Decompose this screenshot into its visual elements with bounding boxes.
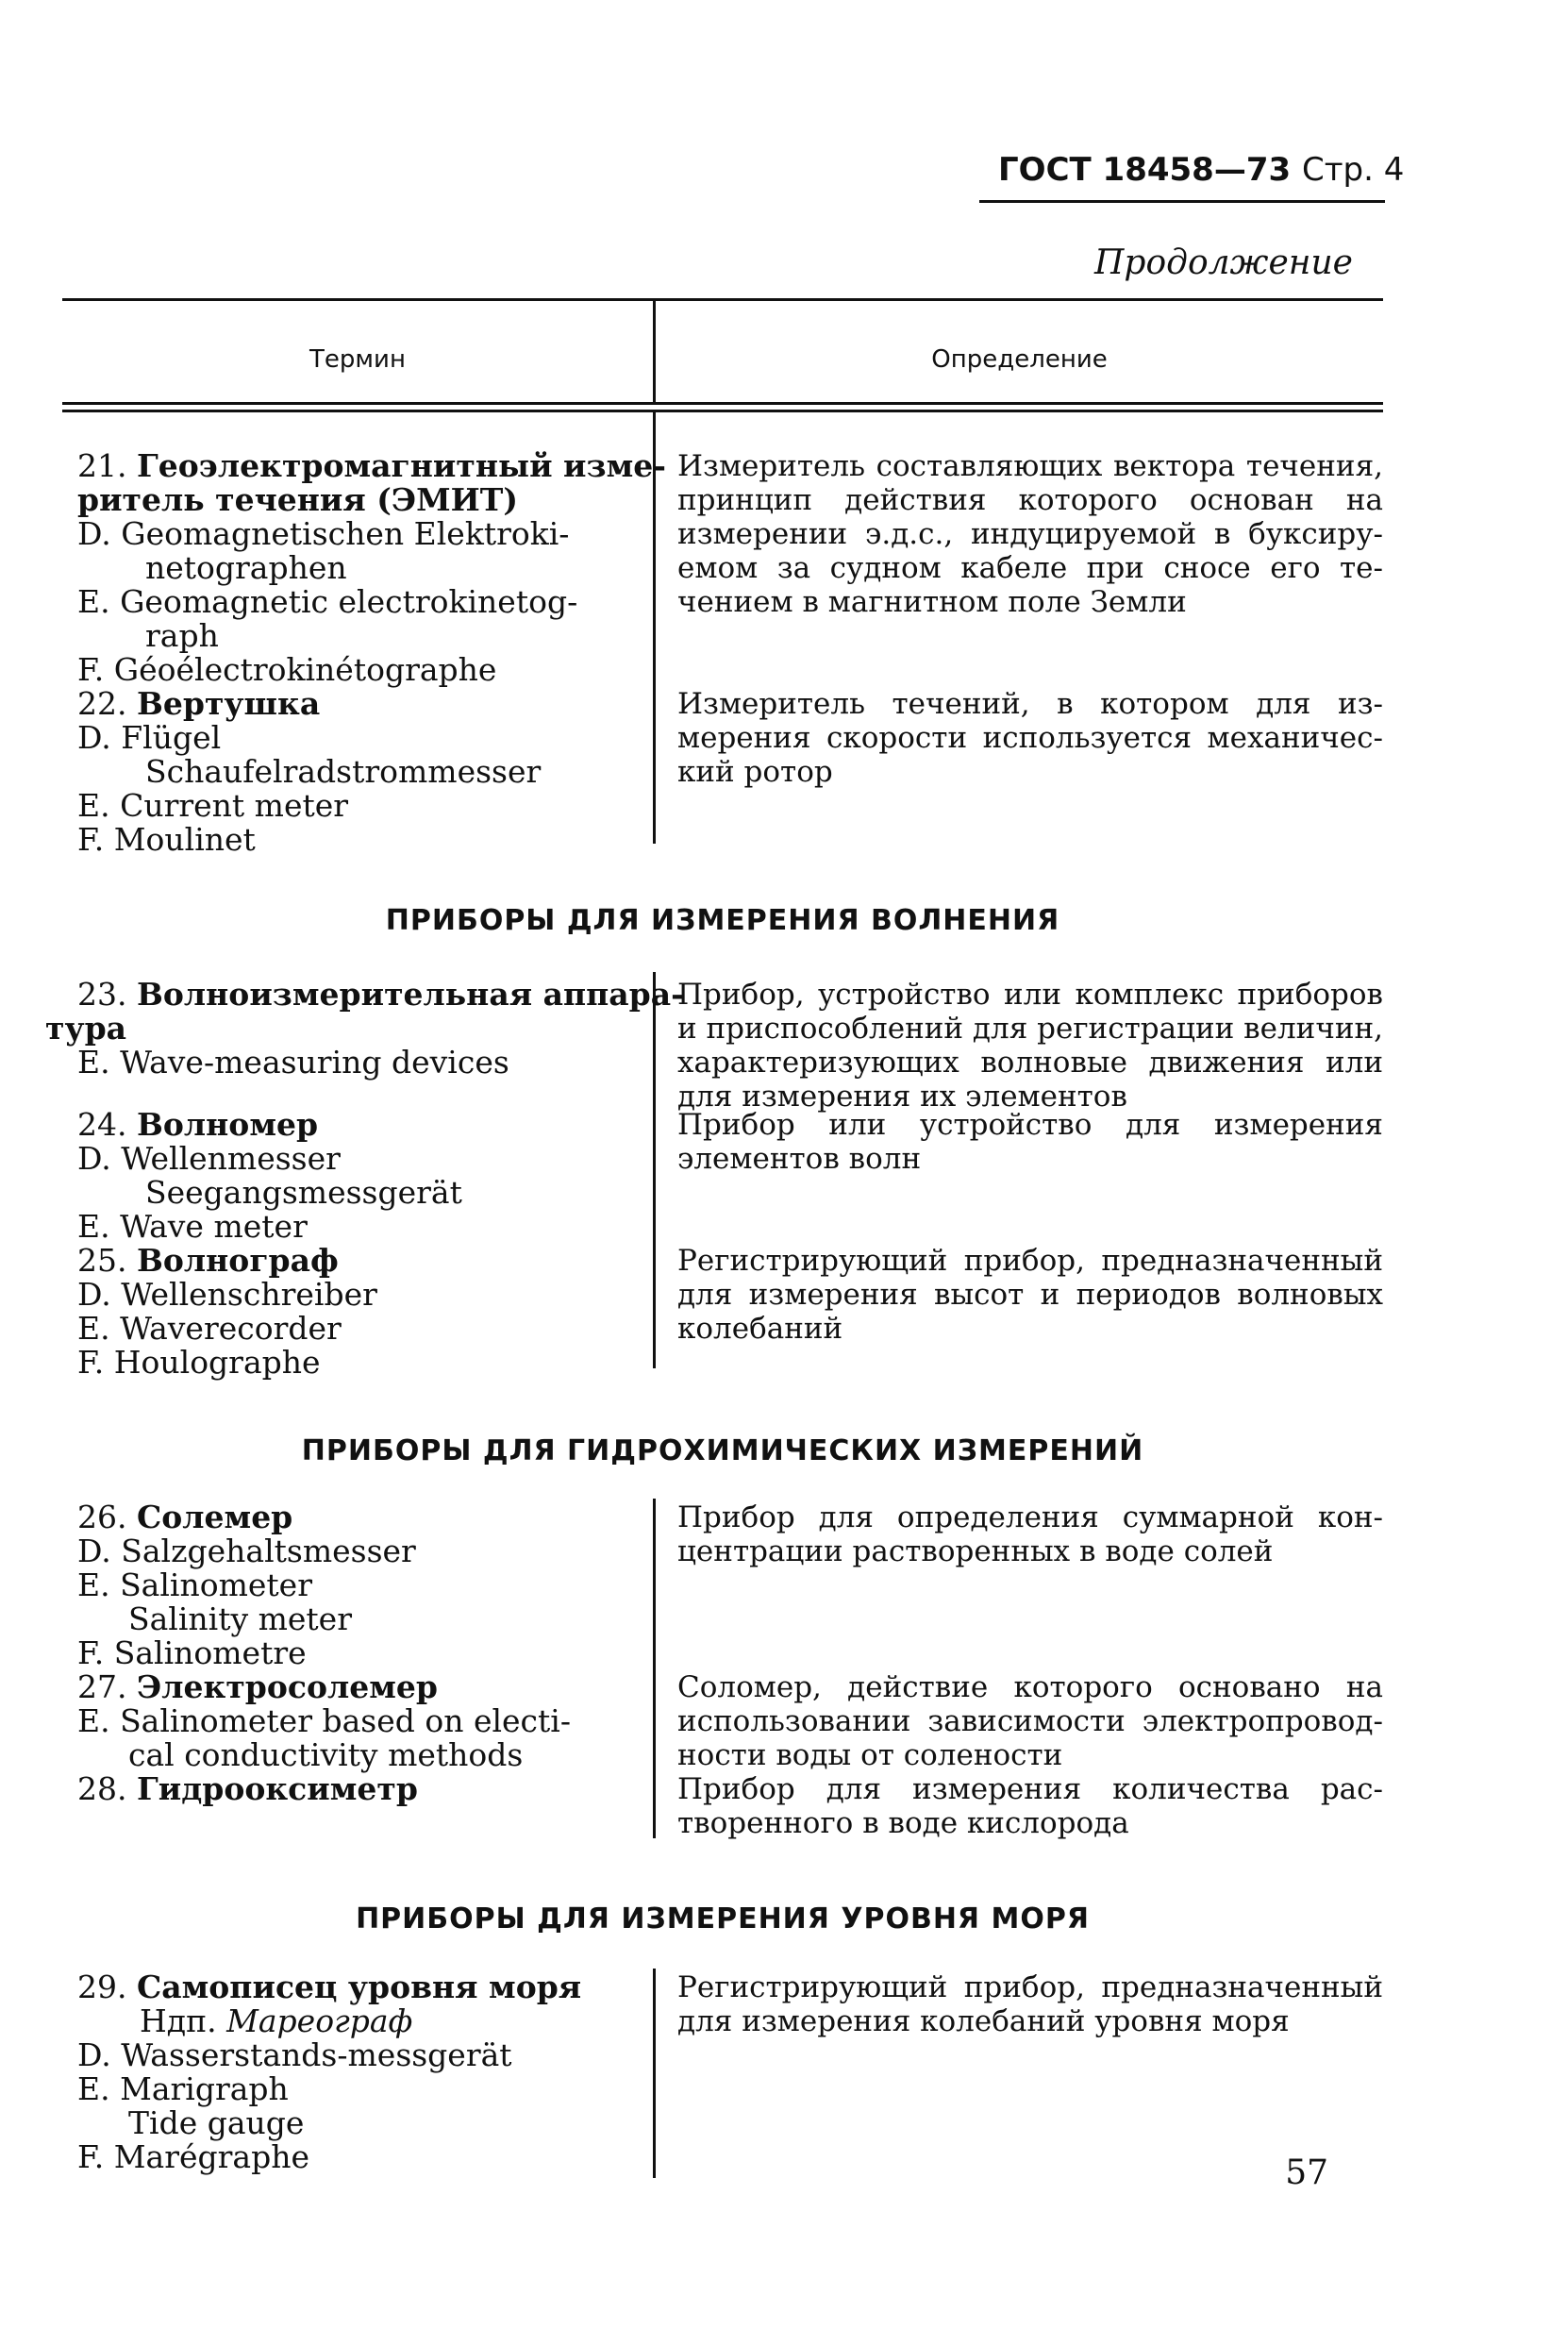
term-english: E. Salinometer bbox=[77, 1567, 312, 1603]
section-heading-waves: ПРИБОРЫ ДЛЯ ИЗМЕРЕНИЯ ВОЛНЕНИЯ bbox=[385, 904, 1060, 937]
definition-25: Регистрирующий прибор, предназначенный для измерения высот и периодов волновых колебаний bbox=[677, 1244, 1383, 1346]
continuation-label: Продолжение bbox=[1094, 243, 1353, 282]
column-header-term: Термин bbox=[309, 345, 406, 374]
term-name: Гидрооксиметр bbox=[136, 1770, 418, 1807]
definition-26: Прибор для определения суммарной концентрации растворенных в воде солей bbox=[677, 1500, 1383, 1568]
term-english: E. Marigraph bbox=[77, 2070, 289, 2107]
term-german-cont: Schaufelradstrommesser bbox=[145, 753, 542, 790]
term-french: F. Marégraphe bbox=[77, 2138, 309, 2175]
column-divider-sea-level bbox=[653, 1969, 656, 2178]
entry-number: 28. bbox=[77, 1770, 127, 1807]
term-german: D. Wellenmesser bbox=[77, 1140, 341, 1177]
term-entry-25 bbox=[77, 1244, 634, 1380]
column-divider-waves bbox=[653, 972, 656, 1368]
term-german: D. Flügel bbox=[77, 719, 222, 756]
header-rule bbox=[979, 200, 1385, 203]
definition-27: Соломер, действие которого основано на использовании зависимости электропроводности воды от солености bbox=[677, 1670, 1383, 1772]
term-entry-24 bbox=[77, 1108, 634, 1244]
term-german-cont: Seegangsmessgerät bbox=[145, 1174, 462, 1211]
term-french: F. Géoélectrokinétographe bbox=[77, 651, 497, 688]
term-entry-22 bbox=[77, 687, 634, 857]
term-english: E. Wave meter bbox=[77, 1208, 308, 1245]
term-entry-27 bbox=[77, 1670, 634, 1772]
term-english-alt: Tide gauge bbox=[128, 2104, 305, 2141]
standard-code: ГОСТ 18458—73 bbox=[998, 151, 1292, 189]
term-name: Волномер bbox=[136, 1106, 319, 1143]
term-french: F. Salinometre bbox=[77, 1634, 307, 1671]
term-name-cont: ритель течения (ЭМИТ) bbox=[77, 481, 518, 518]
section-heading-sea-level: ПРИБОРЫ ДЛЯ ИЗМЕРЕНИЯ УРОВНЯ МОРЯ bbox=[356, 1902, 1090, 1935]
standard-header bbox=[998, 151, 1404, 189]
term-english: E. Waverecorder bbox=[77, 1310, 342, 1347]
table-header-rule-2 bbox=[62, 410, 1383, 412]
definition-21: Измеритель составляющих вектора течения, принцип действия которого основан на измерении э.д.с., индуцируемой в буксируемом за судном кабеле при сносе его течением в магнитном поле Земли bbox=[677, 449, 1383, 619]
term-entry-21 bbox=[77, 447, 666, 688]
term-name: Самописец уровня моря bbox=[136, 1969, 582, 2005]
table-top-rule bbox=[62, 298, 1383, 301]
term-english: E. Salinometer based on electi- bbox=[77, 1702, 572, 1739]
term-name: Волноизмерительная аппара- bbox=[136, 976, 684, 1013]
column-header-definition: Определение bbox=[931, 345, 1108, 374]
term-name: Волнограф bbox=[136, 1242, 339, 1279]
term-english: E. Wave-measuring devices bbox=[77, 1044, 509, 1081]
entry-number: 24. bbox=[77, 1106, 127, 1143]
page-number: 57 bbox=[1285, 2153, 1328, 2192]
page-label: Стр. 4 bbox=[1302, 151, 1405, 189]
term-german: D. Salzgehaltsmesser bbox=[77, 1533, 416, 1569]
definition-23: Прибор, устройство или комплекс приборов и приспособлений для регистрации величин, характеризующих волновые движения или для измерения их элементов bbox=[677, 978, 1383, 1114]
term-entry-26 bbox=[77, 1500, 634, 1670]
entry-number: 25. bbox=[77, 1242, 127, 1279]
deprecated-label: Ндп. bbox=[140, 2002, 217, 2039]
term-english-cont: raph bbox=[145, 617, 219, 654]
term-name: Солемер bbox=[136, 1499, 293, 1535]
term-entry-28 bbox=[77, 1772, 634, 1806]
term-english-alt: Salinity meter bbox=[128, 1600, 352, 1637]
section-heading-hydrochemical: ПРИБОРЫ ДЛЯ ГИДРОХИМИЧЕСКИХ ИЗМЕРЕНИЙ bbox=[301, 1434, 1144, 1467]
term-name: Геоэлектромагнитный изме- bbox=[136, 447, 666, 484]
entry-number: 21. bbox=[77, 447, 127, 484]
term-french: F. Moulinet bbox=[77, 821, 256, 858]
term-german: D. Wasserstands-messgerät bbox=[77, 2036, 512, 2073]
definition-29: Регистрирующий прибор, предназначенный для измерения колебаний уровня моря bbox=[677, 1970, 1383, 2038]
term-german: D. Wellenschreiber bbox=[77, 1276, 377, 1313]
term-english: E. Geomagnetic electrokinetog- bbox=[77, 583, 578, 620]
term-german-cont: netographen bbox=[145, 549, 347, 586]
term-entry-23 bbox=[45, 976, 684, 1081]
entry-number: 22. bbox=[77, 685, 127, 722]
entry-number: 27. bbox=[77, 1668, 127, 1705]
deprecated-term: Мареограф bbox=[226, 2002, 413, 2039]
column-divider-hydrochemical bbox=[653, 1499, 656, 1838]
entry-number: 29. bbox=[77, 1969, 127, 2005]
term-french: F. Houlographe bbox=[77, 1344, 321, 1381]
term-entry-29 bbox=[77, 1970, 634, 2174]
term-english-cont: cal conductivity methods bbox=[128, 1736, 524, 1773]
entry-number: 23. bbox=[77, 976, 127, 1013]
term-name-cont: тура bbox=[45, 1010, 127, 1047]
entry-number: 26. bbox=[77, 1499, 127, 1535]
term-english: E. Current meter bbox=[77, 787, 349, 824]
term-german: D. Geomagnetischen Elektroki- bbox=[77, 515, 570, 552]
definition-24: Прибор или устройство для измерения элементов волн bbox=[677, 1108, 1383, 1176]
term-name: Вертушка bbox=[136, 685, 321, 722]
definition-22: Измеритель течений, в котором для измерения скорости используется механический ротор bbox=[677, 687, 1383, 789]
term-name: Электросолемер bbox=[136, 1668, 438, 1705]
definition-28: Прибор для измерения количества растворенного в воде кислорода bbox=[677, 1772, 1383, 1840]
table-header-rule-1 bbox=[62, 402, 1383, 405]
